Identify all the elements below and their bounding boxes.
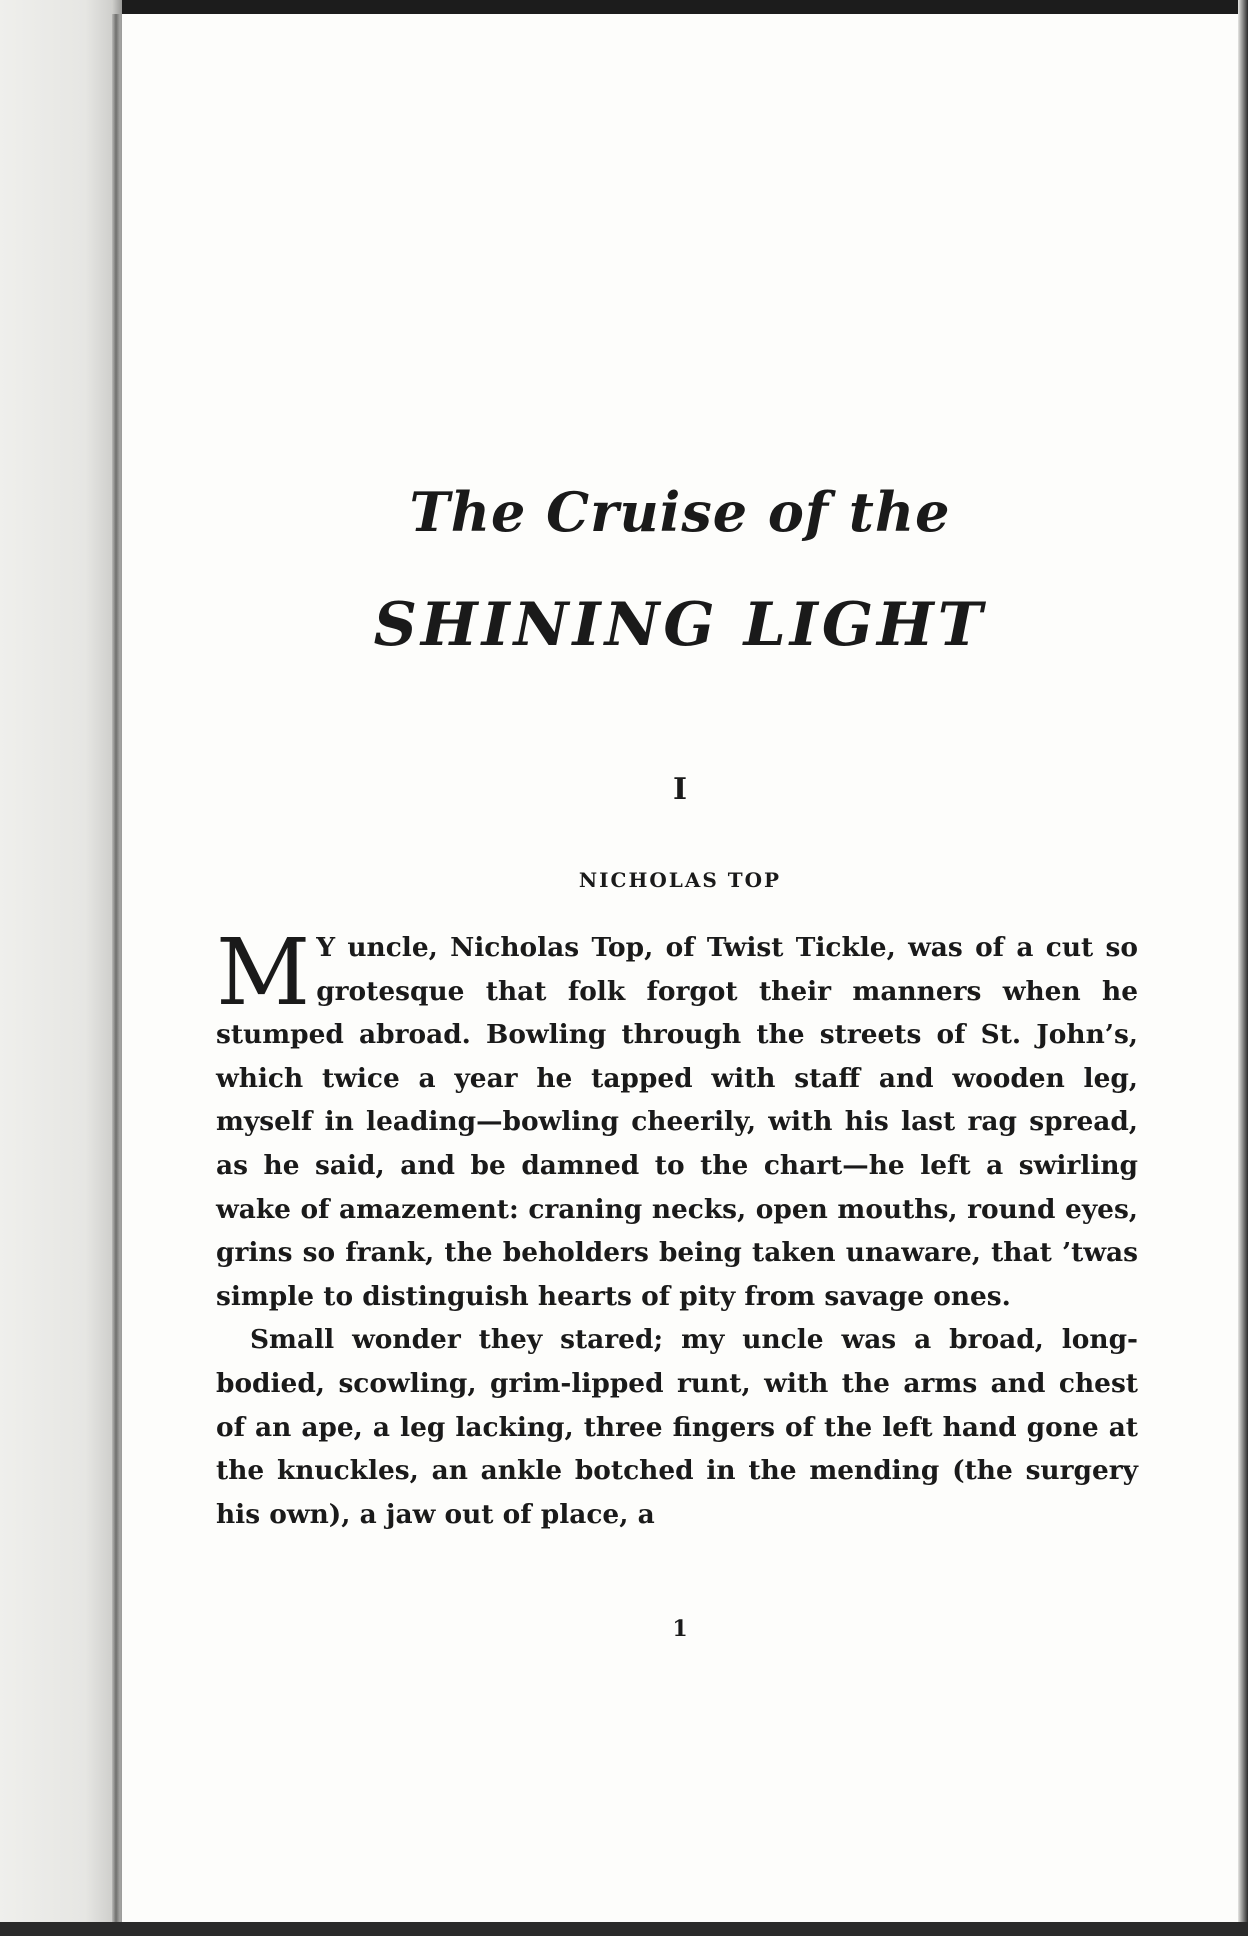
book-page [122,14,1238,1922]
book-title-line1: The Cruise of the [409,480,951,544]
scan-top-border [0,0,1248,14]
scan-right-border [1238,0,1248,1936]
book-gutter [0,0,122,1936]
chapter-title: NICHOLAS TOP [578,868,782,892]
paragraph-1 [216,919,1138,1318]
body-text [216,919,1138,1536]
drop-cap: M [216,919,311,1026]
chapter-number: I [672,772,688,807]
page-number: 1 [672,1616,688,1642]
paragraph-2: Small wonder they stared; my uncle was a broad, long-bodied, scowling, grim-lipped runt, with the arms and chest of an ape, a leg lacking, three fingers of the left hand gone at the knuckles, an ankle botched in the mending (the surgery his own), a jaw out of place, a [216,1324,1138,1530]
gutter-fold-shadow [112,14,120,1936]
paragraph-1-text: Y uncle, Nicholas Top, of Twist Tickle, was of a cut so grotesque that folk forgot their manners when he stumped abroad. Bowling through the streets of St. John’s, which twice a year he tapped with staff and wooden leg, myself in leading—bowling cheerily, with his last rag spread, as he said, and be damned to the chart—he left a swirling wake of amazement: craning necks, open mouths, round eyes, grins so frank, the beholders being taken unaware, that ’twas simple to distinguish hearts of pity from savage ones. [216,932,1138,1312]
scan-bottom-border [0,1922,1248,1936]
book-title-line2: SHINING LIGHT [373,590,987,660]
